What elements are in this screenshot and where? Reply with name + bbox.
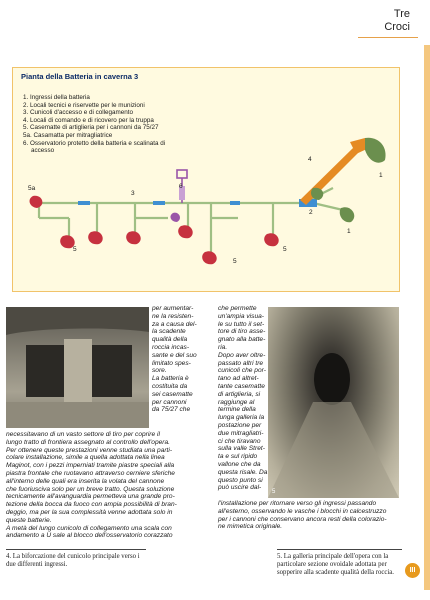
text-line: l'installazione per ritornare verso gli ingressi passando (218, 500, 377, 507)
text-line: per aumentar- (152, 305, 194, 312)
main-gallery-photo (268, 307, 399, 498)
text-line: roccia incas- (152, 343, 190, 351)
text-line: tore di tiro asse- (218, 328, 266, 336)
text-line: gnato alla batte- (218, 336, 266, 344)
text-line: all'esterno, osservando le vasche i blocchi in calcestruzzo (218, 507, 387, 515)
text-line: per i cannoni che conservano ancora resti della colorazio- (218, 515, 387, 523)
technical-room (78, 201, 90, 205)
caption-left: 4. La biforcazione del cunicolo principale verso i due differenti ingressi. (6, 553, 140, 568)
text-line: all'interno delle quali era inserita la volata del cannone (6, 477, 165, 485)
legend-item: 6. Osservatorio protetto della batteria e scalinata di (23, 139, 166, 147)
text-line: questa risale. Da (218, 468, 268, 476)
legend-item: 4. Locali di comando e di ricovero per la truppa (23, 116, 154, 124)
plan-title: Pianta della Batteria in caverna 3 (21, 72, 139, 81)
text-line: che fuoriusciva solo per un breve tratto. Questa soluzione (6, 485, 175, 493)
text-line: tano ad altret- (218, 375, 259, 383)
plan-label: 5 (283, 246, 287, 253)
casemate (202, 251, 217, 264)
casemate-5a (30, 196, 43, 208)
text-line: sei casematte (152, 390, 193, 398)
page-header (384, 8, 410, 34)
legend-item: 5. Casematte di artiglieria per i cannoni da 75/27 (23, 124, 159, 132)
article-col2 (218, 305, 268, 492)
text-line: ria. (218, 343, 228, 351)
tunnel-fork-photo (6, 307, 149, 428)
text-line: di artiglieria, si (218, 390, 261, 398)
legend-item: 3. Cunicoli d'accesso e di collegamento (23, 109, 134, 117)
plan-label: 6 (179, 183, 183, 190)
article-col1-top (152, 305, 210, 414)
caption-right: 5. La galleria principale dell'opera con la particolare sezione ovoidale adottata per sopperire alla scadente qualità della roccia. (277, 553, 394, 576)
text-line: andamento a U sale al blocco dell'osservatorio corazzato (6, 532, 173, 540)
text-line: per cannoni (152, 398, 187, 406)
text-line: postazione per (218, 421, 262, 429)
page-number: III (405, 563, 420, 578)
text-line: deggio, ma per la sua complessità venne adottata solo in (6, 508, 173, 516)
casemate (264, 233, 279, 246)
plan-label: 3 (131, 190, 135, 197)
text-line: termine della (218, 406, 256, 414)
header-title-line1: Tre (393, 8, 410, 20)
text-line: Maginot, con i pezzi imperniati tramite piastre speciali alla (6, 462, 175, 470)
text-line: la scadente (152, 328, 186, 336)
text-line: le su tutto il set- (218, 320, 265, 328)
text-line: costituita da (152, 382, 188, 390)
text-line: questo punto si (218, 476, 263, 484)
text-line: tecnicamente all'avanguardia permetteva una grande pro- (6, 493, 175, 501)
plan-label: 5 (73, 246, 77, 253)
plan-label: 4 (308, 156, 312, 163)
text-line: Dopo aver oltre- (218, 351, 266, 359)
plan-label: 1 (379, 172, 383, 179)
text-line: ne la resisten- (152, 312, 194, 320)
text-line: ne mimetica originale. (218, 523, 283, 531)
plan-label: 1 (347, 228, 351, 235)
text-line: può uscire dal- (218, 484, 262, 492)
text-line: che permette (218, 305, 257, 312)
text-line: queste batterie. (6, 516, 52, 524)
text-line: raggiunge al (218, 398, 255, 406)
text-line: A metà del lungo cunicolo di collegamento una scala con (6, 524, 172, 532)
exit-tunnel (313, 203, 343, 210)
header-title-line2: Croci (384, 21, 410, 33)
header-rule (358, 37, 418, 38)
text-line: vallone che da (218, 460, 261, 468)
text-line: da 75/27 che (152, 406, 191, 414)
text-line: piastra frontale che ruotavano attraverso cerniere sferiche (6, 469, 175, 477)
casemates (30, 196, 279, 264)
main-gallery-illustration (268, 307, 399, 498)
text-line: sulla valle Stret- (218, 445, 265, 453)
photo-number: 5 (272, 489, 276, 495)
text-line: lunga galleria la (218, 414, 265, 422)
text-line: sore. (152, 367, 167, 375)
technical-room (153, 201, 165, 205)
caption-rule-right (277, 549, 402, 550)
technical-room (230, 201, 240, 205)
text-line: sante e del suo (152, 351, 197, 359)
text-line: tezione della bocca da fuoco con ampia possibilità di bran- (6, 501, 177, 509)
legend-item: 2. Locali tecnici e riservette per le munizioni (23, 101, 145, 109)
text-line: necessitavano di un vasto settore di tiro per coprire il (6, 431, 160, 438)
battery-plan (12, 67, 400, 292)
plan-drawing (13, 68, 399, 291)
text-line: passato altri tre (218, 359, 264, 367)
caption-rule-left (6, 549, 146, 550)
text-line: colare installazione, simile a quella adottata nella linea (6, 454, 165, 462)
legend-item: 5a. Casamatta per mitragliatrice (23, 131, 113, 139)
text-line: qualità della (152, 336, 188, 344)
text-line: cunicoli che por- (218, 367, 266, 375)
casemate (170, 213, 179, 222)
tunnel-network (39, 188, 343, 253)
text-line: limitato spes- (152, 359, 191, 367)
casemate (126, 231, 141, 244)
article-col1-full (6, 431, 214, 540)
entrance (340, 207, 355, 222)
text-line: Per ottenere queste prestazioni venne studiata una parti- (6, 446, 173, 454)
text-line: ta e sul ripido (218, 453, 258, 461)
text-line: due mitragliatri- (218, 429, 264, 437)
legend-item: accesso (31, 147, 55, 155)
text-line: lungo tratto di frontiera assegnato al controllo dell'opera. (6, 438, 171, 446)
tunnel-fork-illustration (6, 307, 149, 428)
plan-label: 5 (233, 258, 237, 265)
page-edge-stripe (424, 45, 430, 590)
text-line: La batteria è (152, 375, 189, 383)
casemate (88, 231, 103, 244)
article-col2-tail (218, 500, 418, 531)
text-line: un'ampia visua- (218, 312, 264, 320)
plan-label: 2 (309, 209, 313, 216)
text-line: tante casematte (218, 382, 265, 390)
text-line: za a causa del- (152, 320, 197, 328)
plan-label: 5a (28, 185, 36, 192)
casemate (178, 225, 193, 238)
text-line: ci che tiravano (218, 437, 261, 445)
legend-item: 1. Ingressi della batteria (23, 94, 90, 101)
